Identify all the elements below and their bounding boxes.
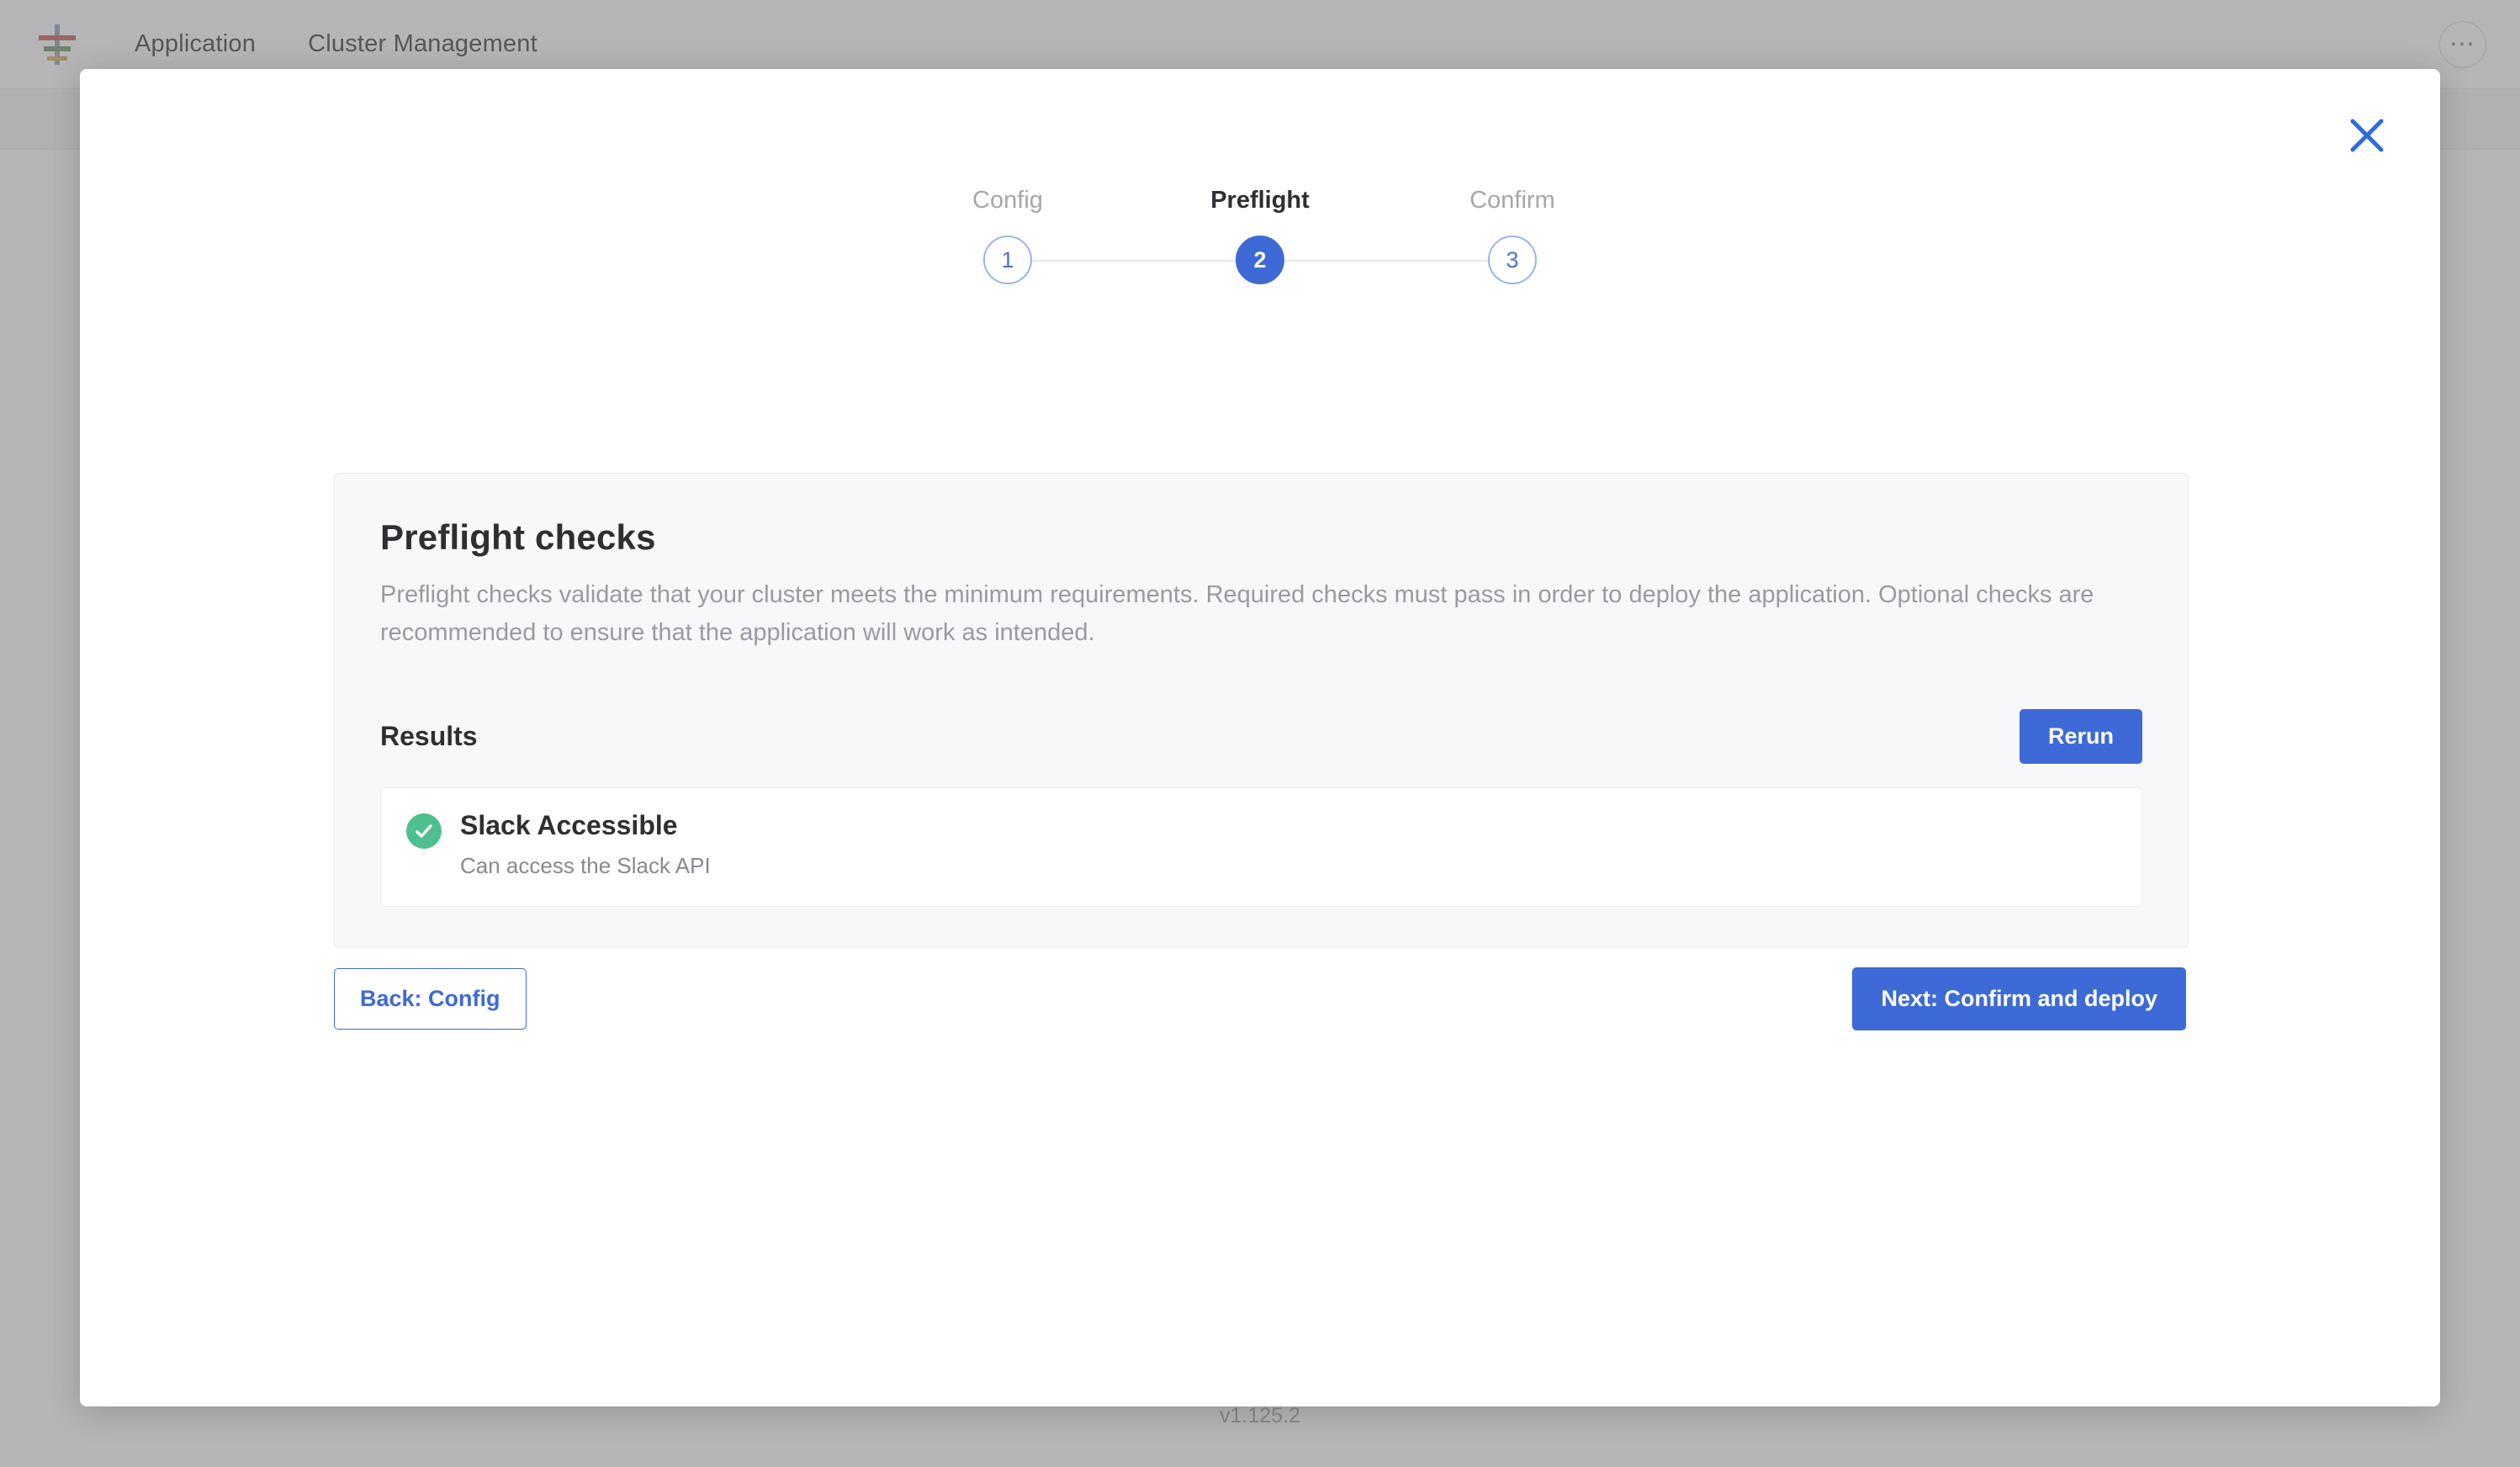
- stepper-circles: [907, 236, 1613, 284]
- back-button[interactable]: Back: Config: [334, 968, 527, 1030]
- step-circle-1-number: 1: [1001, 246, 1014, 273]
- step-circle-1[interactable]: [983, 236, 1032, 284]
- page-title: Preflight checks: [380, 517, 656, 557]
- step-circle-2[interactable]: [1236, 236, 1284, 284]
- list-item: [381, 788, 2141, 906]
- step-circle-3[interactable]: [1488, 236, 1537, 284]
- preflight-modal: [80, 69, 2440, 1406]
- step-label-confirm: Confirm: [1469, 187, 1555, 214]
- step-circle-2-number: 2: [1253, 246, 1267, 273]
- check-description: Can access the Slack API: [460, 852, 711, 878]
- step-label-config: Config: [972, 187, 1043, 214]
- wizard-stepper: [80, 187, 2440, 284]
- check-name: Slack Accessible: [460, 809, 678, 840]
- check-text-block: [460, 810, 711, 879]
- check-circle-icon: [406, 813, 442, 849]
- preflight-panel: [334, 473, 2189, 948]
- step-circle-3-number: 3: [1506, 246, 1519, 273]
- close-icon[interactable]: [2344, 113, 2390, 158]
- results-label: Results: [380, 720, 478, 751]
- step-label-preflight: Preflight: [1210, 187, 1310, 214]
- next-button[interactable]: Next: Confirm and deploy: [1852, 967, 2186, 1030]
- panel-description: Preflight checks validate that your cluster meets the minimum requirements. Required checks must pass in order to deploy the application. Optional checks are recommended to ensure that the application will work as intended.: [380, 581, 2094, 646]
- wizard-nav-buttons: [334, 967, 2186, 1030]
- results-header-row: [380, 709, 2142, 764]
- stepper-labels: [907, 187, 1613, 214]
- preflight-results-list: [380, 787, 2142, 907]
- rerun-button[interactable]: Rerun: [2020, 709, 2142, 764]
